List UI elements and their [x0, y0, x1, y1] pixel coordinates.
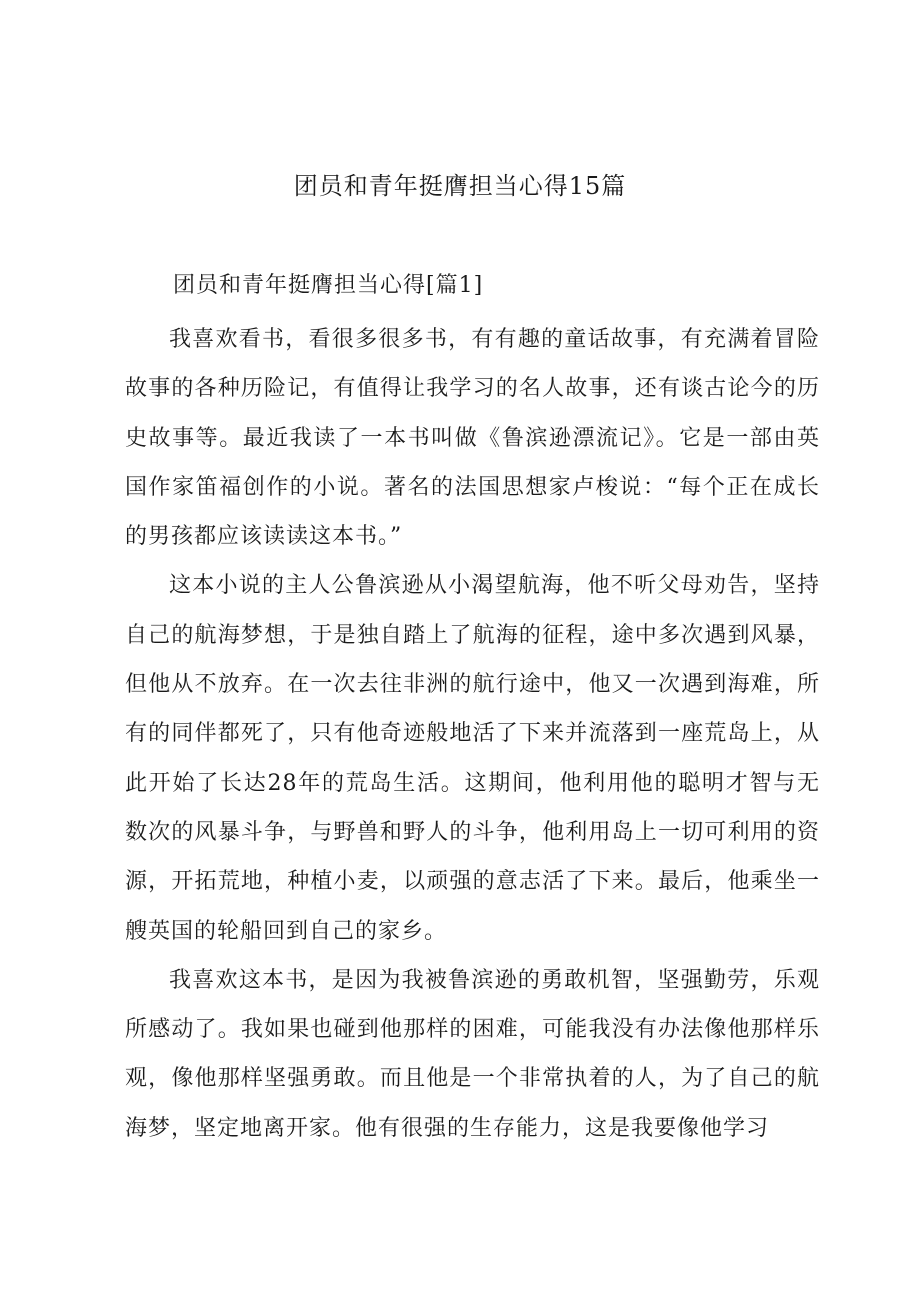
section-heading: 团员和青年挺膺担当心得[篇1]: [173, 273, 484, 298]
document-title: 团员和青年挺膺担当心得15篇: [293, 172, 627, 200]
document-body: [125, 315, 820, 1153]
paragraph: 这本小说的主人公鲁滨逊从小渴望航海，他不听父母劝告，坚持自己的航海梦想，于是独自踏上了航海的征程，途中多次遇到风暴，但他从不放弃。在一次去往非洲的航行途中，他又一次遇到海难，所有的同伴都死了，只有他奇迹般地活了下来并流落到一座荒岛上，从此开始了长达28年的荒岛生活。这期间，他利用他的聪明才智与无数次的风暴斗争，与野兽和野人的斗争，他利用岛上一切可利用的资源，开拓荒地，种植小麦，以顽强的意志活了下来。最后，他乘坐一艘英国的轮船回到自己的家乡。: [125, 573, 820, 944]
paragraph: 我喜欢看书，看很多很多书，有有趣的童话故事，有充满着冒险故事的各种历险记，有值得让我学习的名人故事，还有谈古论今的历史故事等。最近我读了一本书叫做《鲁滨逊漂流记》。它是一部由英国作家笛福创作的小说。著名的法国思想家卢梭说：“每个正在成长的男孩都应该读读这本书。”: [125, 327, 820, 550]
paragraph: 我喜欢这本书，是因为我被鲁滨逊的勇敢机智，坚强勤劳，乐观所感动了。我如果也碰到他那样的困难，可能我没有办法像他那样乐观，像他那样坚强勇敢。而且他是一个非常执着的人，为了自己的航海梦，坚定地离开家。他有很强的生存能力，这是我要像他学习: [125, 967, 820, 1141]
